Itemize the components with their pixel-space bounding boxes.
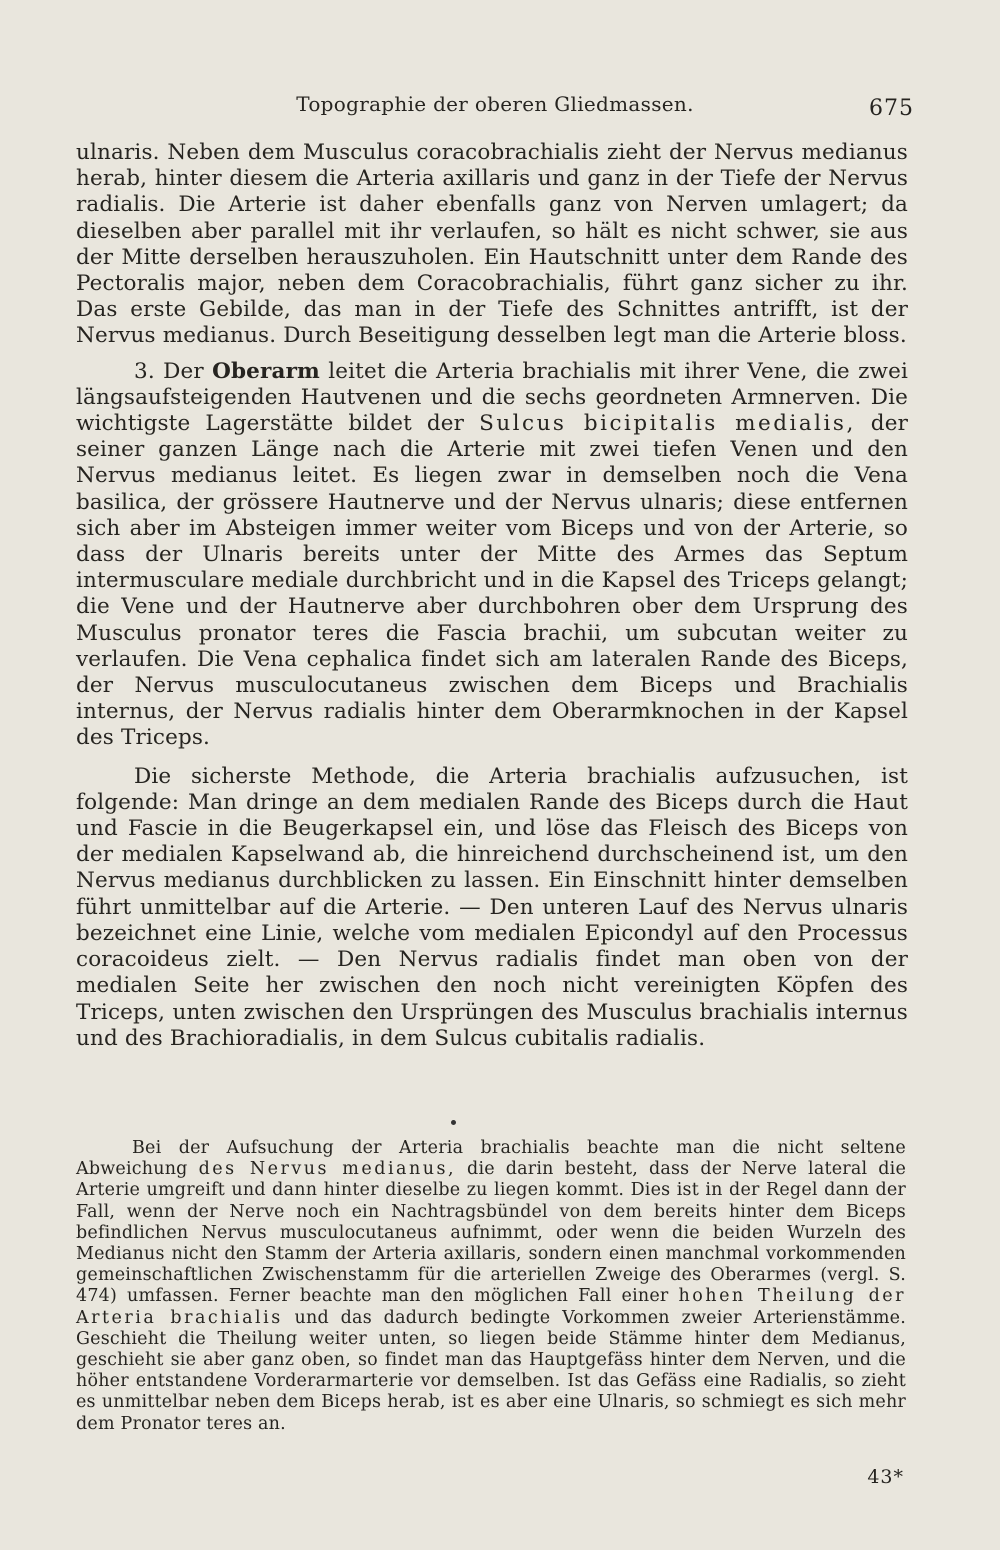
paragraph-text: der seiner ganzen Länge nach die Arterie mit zwei tiefen Venen und den Nervus medianus leitet. Es liegen zwar in demselben noch die Vena basilica, der grössere Hautnerve und der Nervus ulnaris; diese entfernen sich aber im Absteigen immer weiter vom Biceps und von der Arterie, so dass der Ulnaris bereits unter der Mitte des Armes das Septum intermusculare mediale durchbricht und in die Kapsel des Triceps gelangt; die Vene und der Hautnerve aber durchbohren ober dem Ursprung des Musculus pronator teres die Fascia brachii, um subcutan weiter zu verlaufen. Die Vena cephalica findet sich am lateralen Rande des Biceps, der Nervus musculocutaneus zwischen dem Biceps und Brachialis internus, der Nervus radialis hinter dem Oberarmknochen in der Kapsel des Triceps. xyxy=(76,411,909,751)
section-heading: Oberarm xyxy=(212,358,320,384)
separator-dot xyxy=(451,1120,456,1125)
section-number: 3. xyxy=(134,358,155,384)
footnote-paragraph xyxy=(76,1138,906,1435)
emphasized-term: des Nervus medianus, xyxy=(198,1159,457,1180)
page-number: 675 xyxy=(869,96,914,121)
footnote-text: Bei der Aufsuchung der Arteria brachialis beachte man die nicht seltene Abweichung xyxy=(76,1138,906,1180)
paragraph-continued: ulnaris. Neben dem Musculus coracobrachialis zieht der Nervus medianus herab, hinter diesem die Arteria axillaris und ganz in der Tiefe der Nervus radialis. Die Arterie ist daher ebenfalls ganz von Nerven umlagert; da dieselben aber parallel mit ihr verlaufen, so hält es nicht schwer, sie aus der Mitte derselben herauszuholen. Ein Hautschnitt unter dem Rande des Pectoralis major, neben dem Coracobrachialis, führt ganz sicher zu ihr. Das erste Gebilde, das man in der Tiefe des Schnittes antrifft, ist der Nervus medianus. Durch Beseitigung desselben legt man die Arterie bloss. xyxy=(76,140,908,349)
main-text xyxy=(76,140,908,1052)
footnote xyxy=(76,1138,906,1435)
paragraph-method: Die sicherste Methode, die Arteria brachialis aufzusuchen, ist folgende: Man dringe an dem medialen Rande des Biceps durch die Haut und Fascie in die Beugerkapsel ein, und löse das Fleisch des Biceps von der medialen Kapselwand ab, die hinreichend durchscheinend ist, um den Nervus medianus durchblicken zu lassen. Ein Einschnitt hinter demselben führt unmittelbar auf die Arterie. — Den unteren Lauf des Nervus ulnaris bezeichnet eine Linie, welche vom medialen Epicondyl auf den Processus coracoideus zielt. — Den Nervus radialis findet man oben von der medialen Seite her zwischen den noch nicht vereinigten Köpfen des Triceps, unten zwischen den Ursprüngen des Musculus brachialis internus und des Brachioradialis, in dem Sulcus cubitalis radialis. xyxy=(76,763,908,1051)
paragraph-text: leitet die Arteria brachialis mit ihrer Vene, die zwei längsaufsteigenden Hautvenen und die sechs geordneten Armnerven. Die wichtigste Lagerstätte bildet der xyxy=(76,358,909,437)
paragraph-text: Der xyxy=(163,358,204,384)
footnote-text: die darin besteht, dass der Nerve lateral die Arterie umgreift und dann hinter dieselbe zu liegen kommt. Dies ist in der Regel dann der Fall, wenn der Nerve noch ein Nachtragsbündel von dem bereits hinter dem Biceps befindlichen Nervus musculocutaneus aufnimmt, oder wenn die beiden Wurzeln des Medianus nicht den Stamm der Arteria axillaris, sondern einen manchmal vorkommenden gemeinschaftlichen Zwischenstamm für die arteriellen Zweige des Oberarmes (vergl. S. 474) umfassen. Ferner beachte man den möglichen Fall einer xyxy=(76,1159,906,1307)
running-title: Topographie der oberen Gliedmassen. xyxy=(296,92,694,116)
paragraph-oberarm xyxy=(76,359,908,752)
footnote-text: und das dadurch bedingte Vorkommen zweier Arterienstämme. Geschieht die Theilung weiter unten, so liegen beide Stämme hinter dem Medianus, geschieht sie aber ganz oben, so findet man das Hauptgefäss hinter dem Nerven, und die höher entstandene Vorderarmarterie vor demselben. Ist das Gefäss eine Radialis, so zieht es unmittelbar neben dem Biceps herab, ist es aber eine Ulnaris, so schmiegt es sich mehr dem Pronator teres an. xyxy=(76,1307,906,1434)
emphasized-term: hohen Theilung der Arteria brachialis xyxy=(76,1286,906,1328)
signature-mark: 43* xyxy=(867,1466,904,1488)
page-header xyxy=(76,88,914,128)
emphasized-term: Sulcus bicipitalis medialis, xyxy=(479,411,856,437)
